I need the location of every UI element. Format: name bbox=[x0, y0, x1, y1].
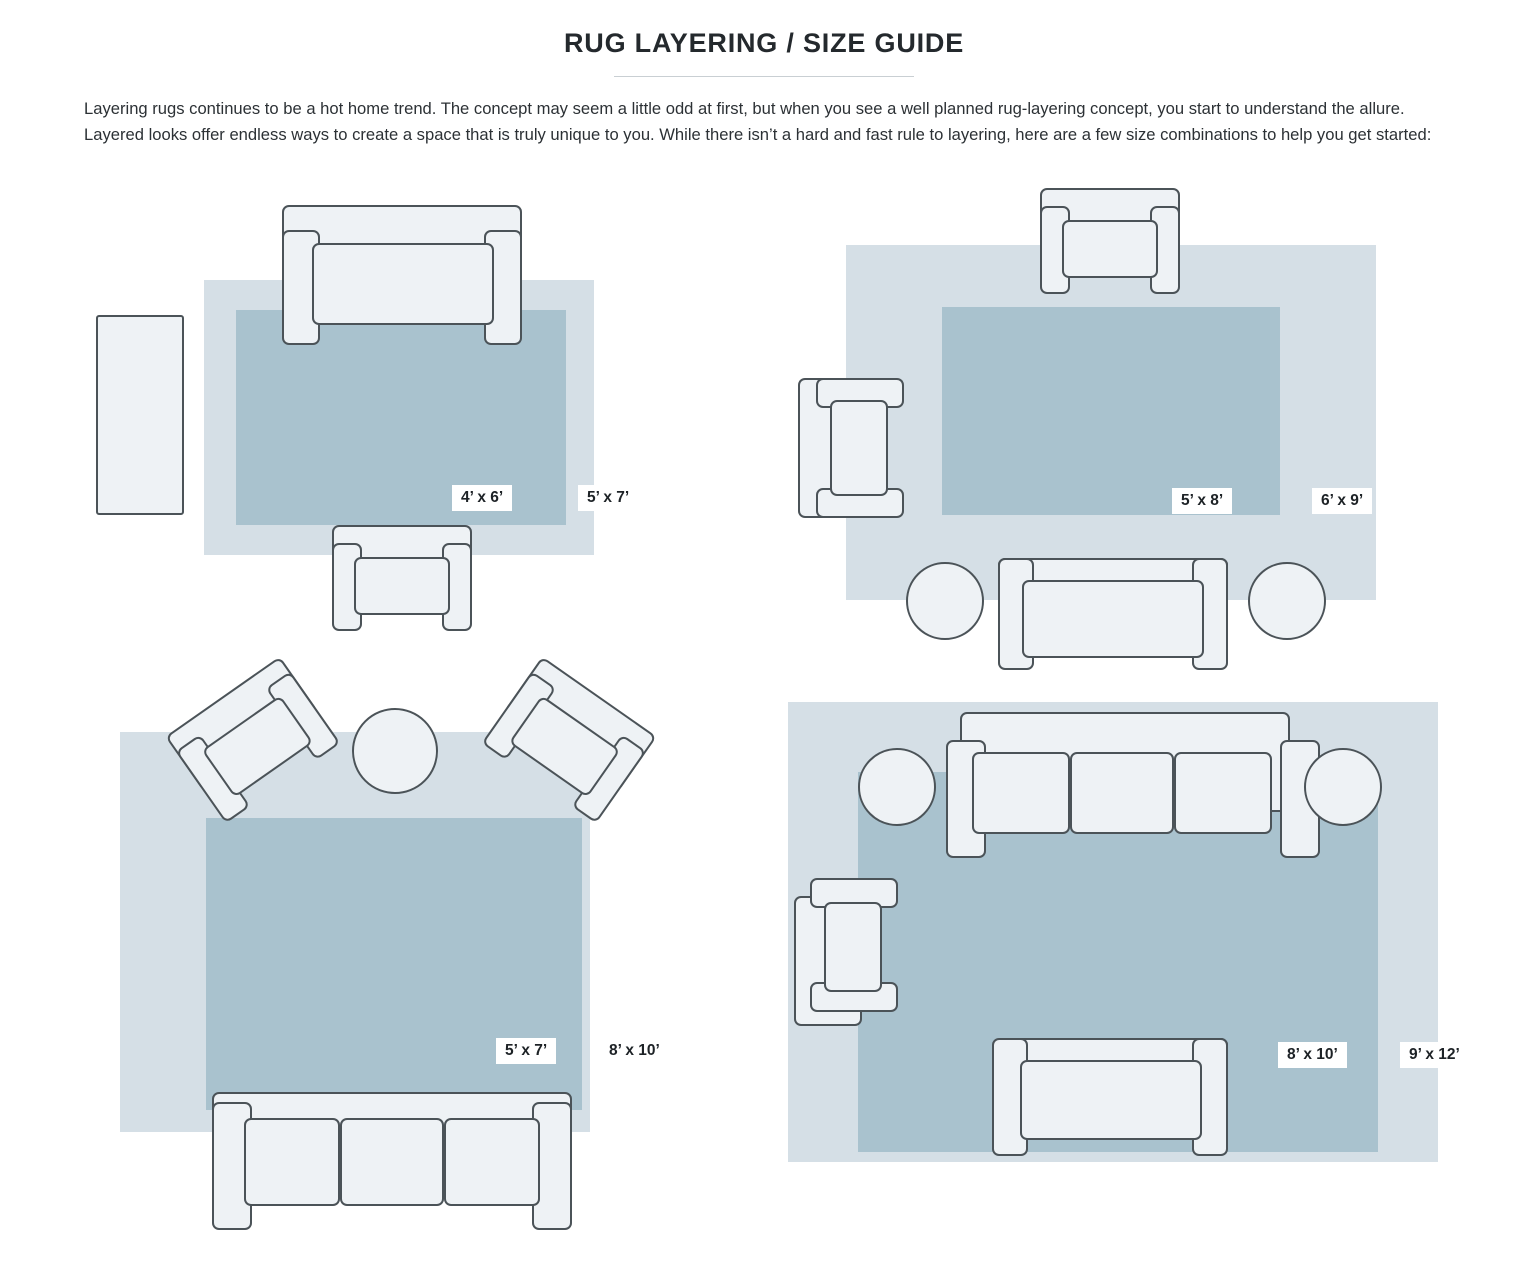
side-table-left bbox=[858, 748, 936, 826]
page-title: RUG LAYERING / SIZE GUIDE bbox=[563, 28, 965, 58]
side-table-right bbox=[1248, 562, 1326, 640]
side-table-left bbox=[906, 562, 984, 640]
label-inner-rug-4: 8’ x 10’ bbox=[1278, 1042, 1347, 1068]
diagram-combo-1 bbox=[84, 185, 724, 655]
diagram-combo-2 bbox=[790, 180, 1450, 680]
label-inner-rug-2: 5’ x 8’ bbox=[1172, 488, 1232, 514]
label-outer-rug-3: 8’ x 10’ bbox=[600, 1038, 669, 1064]
label-outer-rug-1: 5’ x 7’ bbox=[578, 485, 638, 511]
label-outer-rug-4: 9’ x 12’ bbox=[1400, 1042, 1469, 1068]
round-table bbox=[352, 708, 438, 794]
label-inner-rug-3: 5’ x 7’ bbox=[496, 1038, 556, 1064]
intro-paragraph: Layering rugs continues to be a hot home trend. The concept may seem a little odd at first, but when you see a well planned rug-layering concept, you start to understand the allure. Layered looks offer endless ways to create a space that is truly unique to you. While there isn’t a hard and fast rule to layering, here are a few size combinations to help you get started: bbox=[84, 99, 1432, 144]
label-inner-rug-1: 4’ x 6’ bbox=[452, 485, 512, 511]
diagram-combo-4 bbox=[780, 690, 1460, 1190]
title-divider bbox=[614, 76, 914, 77]
diagram-combo-3 bbox=[100, 670, 740, 1250]
label-outer-rug-2: 6’ x 9’ bbox=[1312, 488, 1372, 514]
side-table-right bbox=[1304, 748, 1382, 826]
rug-inner-5x7 bbox=[206, 818, 582, 1110]
console-table bbox=[96, 315, 184, 515]
rug-inner-5x8 bbox=[942, 307, 1280, 515]
